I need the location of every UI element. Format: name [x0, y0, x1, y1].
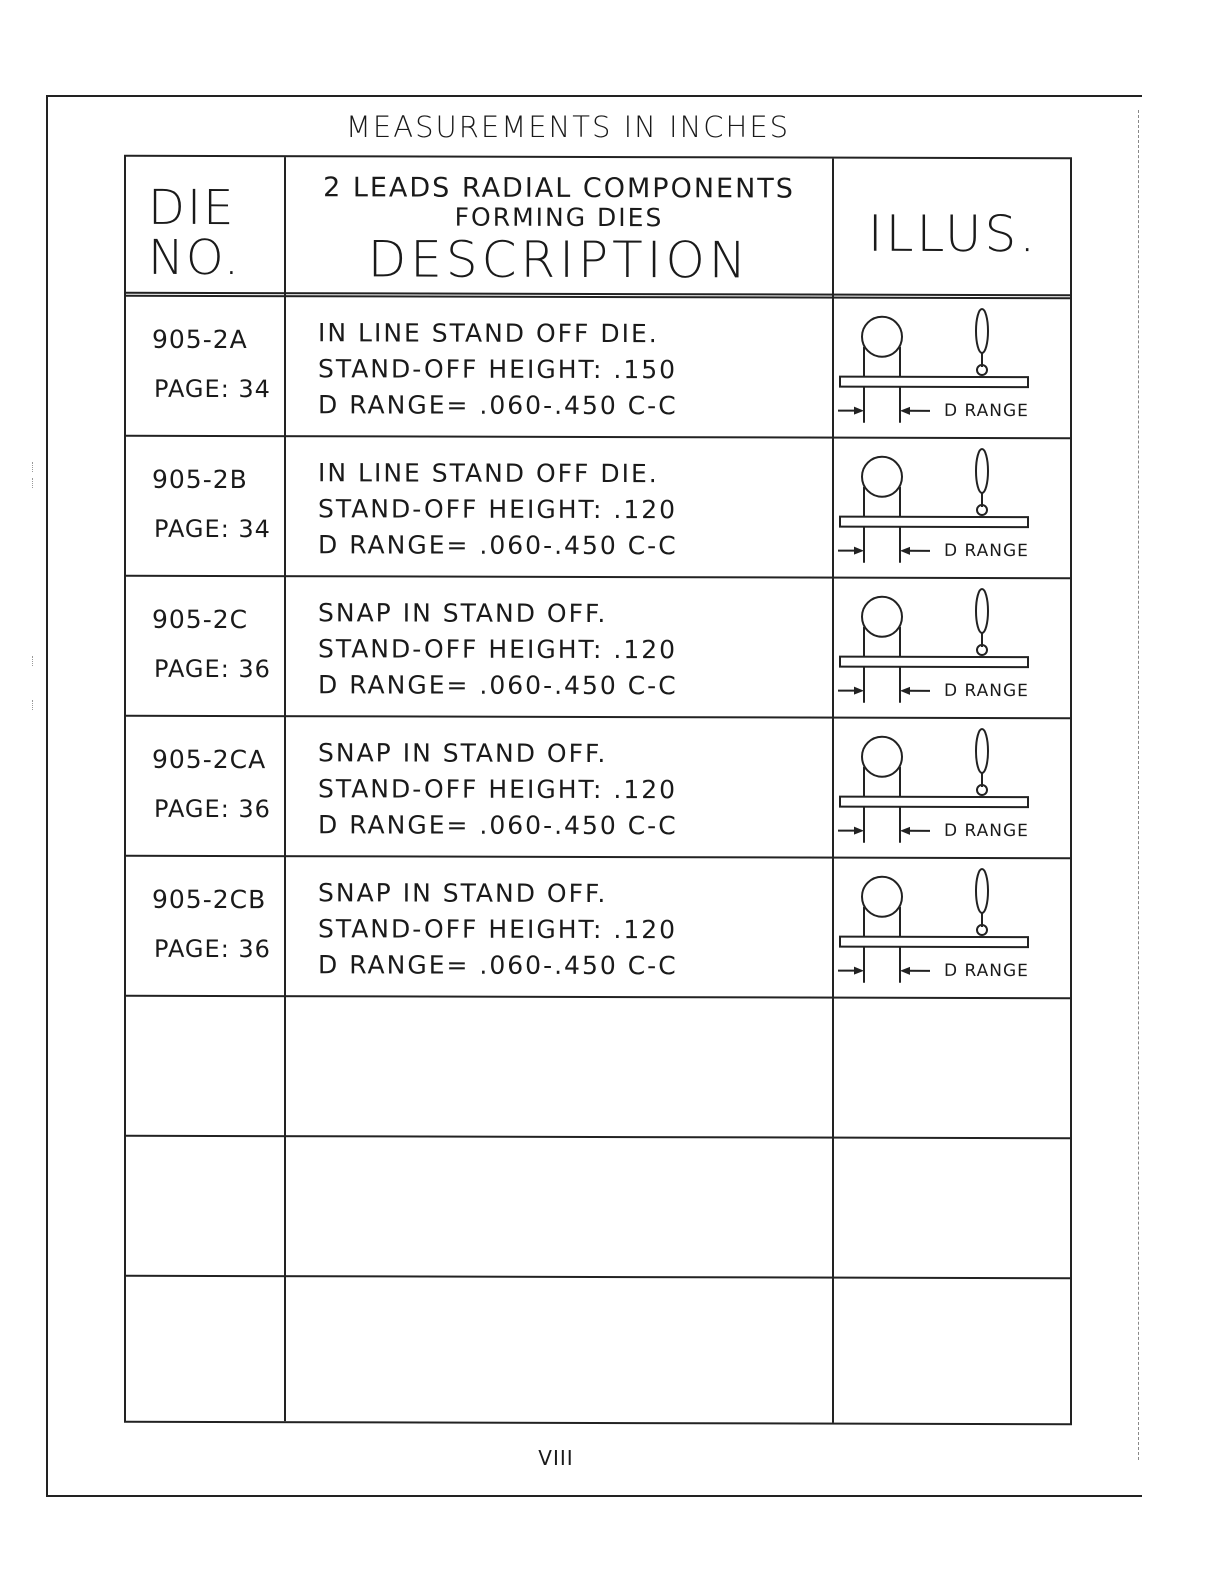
desc-header-line1: 2 LEADS RADIAL COMPONENTS — [323, 172, 795, 205]
die-page-ref: PAGE: 36 — [154, 934, 271, 964]
desc-line: D RANGE= .060-.450 C-C — [318, 390, 678, 421]
table-row — [126, 297, 1070, 439]
units-title: MEASUREMENTS IN INCHES — [345, 110, 791, 144]
description-header — [286, 173, 832, 288]
d-range-label: D RANGE — [944, 960, 1029, 982]
desc-line: IN LINE STAND OFF DIE. — [318, 458, 659, 489]
page-number: VIII — [538, 1446, 574, 1470]
desc-line: D RANGE= .060-.450 C-C — [318, 950, 678, 981]
die-description — [318, 735, 678, 844]
die-description — [318, 595, 678, 704]
desc-line: D RANGE= .060-.450 C-C — [318, 670, 678, 701]
die-number: 905-2CA — [152, 744, 267, 775]
scan-mark — [32, 656, 34, 666]
desc-line: STAND-OFF HEIGHT: .120 — [318, 634, 678, 665]
die-table — [124, 155, 1072, 1425]
die-description — [318, 315, 678, 424]
die-header-line2: NO. — [148, 229, 241, 287]
scan-mark — [32, 478, 34, 488]
die-number: 905-2B — [152, 464, 248, 495]
desc-line: SNAP IN STAND OFF. — [318, 738, 608, 769]
d-range-label: D RANGE — [944, 540, 1029, 562]
die-header-line1: DIE — [148, 179, 236, 237]
d-range-label: D RANGE — [944, 820, 1029, 842]
component-illustration — [838, 307, 1038, 436]
component-illustration — [838, 867, 1038, 996]
table-row — [126, 717, 1070, 859]
desc-line: STAND-OFF HEIGHT: .120 — [318, 914, 678, 945]
illus-header: ILLUS. — [867, 204, 1039, 264]
table-row — [126, 857, 1070, 999]
desc-header-line3: DESCRIPTION — [367, 230, 751, 290]
die-page-ref: PAGE: 36 — [154, 654, 271, 684]
d-range-label: D RANGE — [944, 680, 1029, 702]
die-no-header — [148, 179, 241, 287]
die-page-ref: PAGE: 34 — [154, 374, 271, 404]
scan-mark — [32, 700, 34, 710]
empty-table-row — [126, 1277, 1070, 1419]
die-page-ref: PAGE: 34 — [154, 514, 271, 544]
d-range-label: D RANGE — [944, 400, 1029, 422]
table-row — [126, 437, 1070, 579]
desc-line: D RANGE= .060-.450 C-C — [318, 810, 678, 841]
empty-table-row — [126, 1137, 1070, 1279]
desc-line: D RANGE= .060-.450 C-C — [318, 530, 678, 561]
die-page-ref: PAGE: 36 — [154, 794, 271, 824]
die-number: 905-2A — [152, 324, 248, 355]
die-number: 905-2CB — [152, 884, 267, 915]
component-illustration — [838, 727, 1038, 856]
table-row — [126, 577, 1070, 719]
desc-line: SNAP IN STAND OFF. — [318, 598, 608, 629]
desc-line: STAND-OFF HEIGHT: .120 — [318, 494, 678, 525]
die-number: 905-2C — [152, 604, 249, 635]
die-description — [318, 875, 678, 984]
desc-line: STAND-OFF HEIGHT: .150 — [318, 354, 678, 385]
desc-line: IN LINE STAND OFF DIE. — [318, 318, 659, 349]
component-illustration — [838, 587, 1038, 716]
table-header — [126, 157, 1070, 299]
page-frame-right-edge — [1138, 110, 1140, 1460]
component-illustration — [838, 447, 1038, 576]
desc-line: SNAP IN STAND OFF. — [318, 878, 608, 909]
empty-table-row — [126, 997, 1070, 1139]
die-description — [318, 455, 678, 564]
scan-mark — [32, 462, 34, 472]
desc-line: STAND-OFF HEIGHT: .120 — [318, 774, 678, 805]
desc-header-line2: FORMING DIES — [454, 202, 664, 233]
